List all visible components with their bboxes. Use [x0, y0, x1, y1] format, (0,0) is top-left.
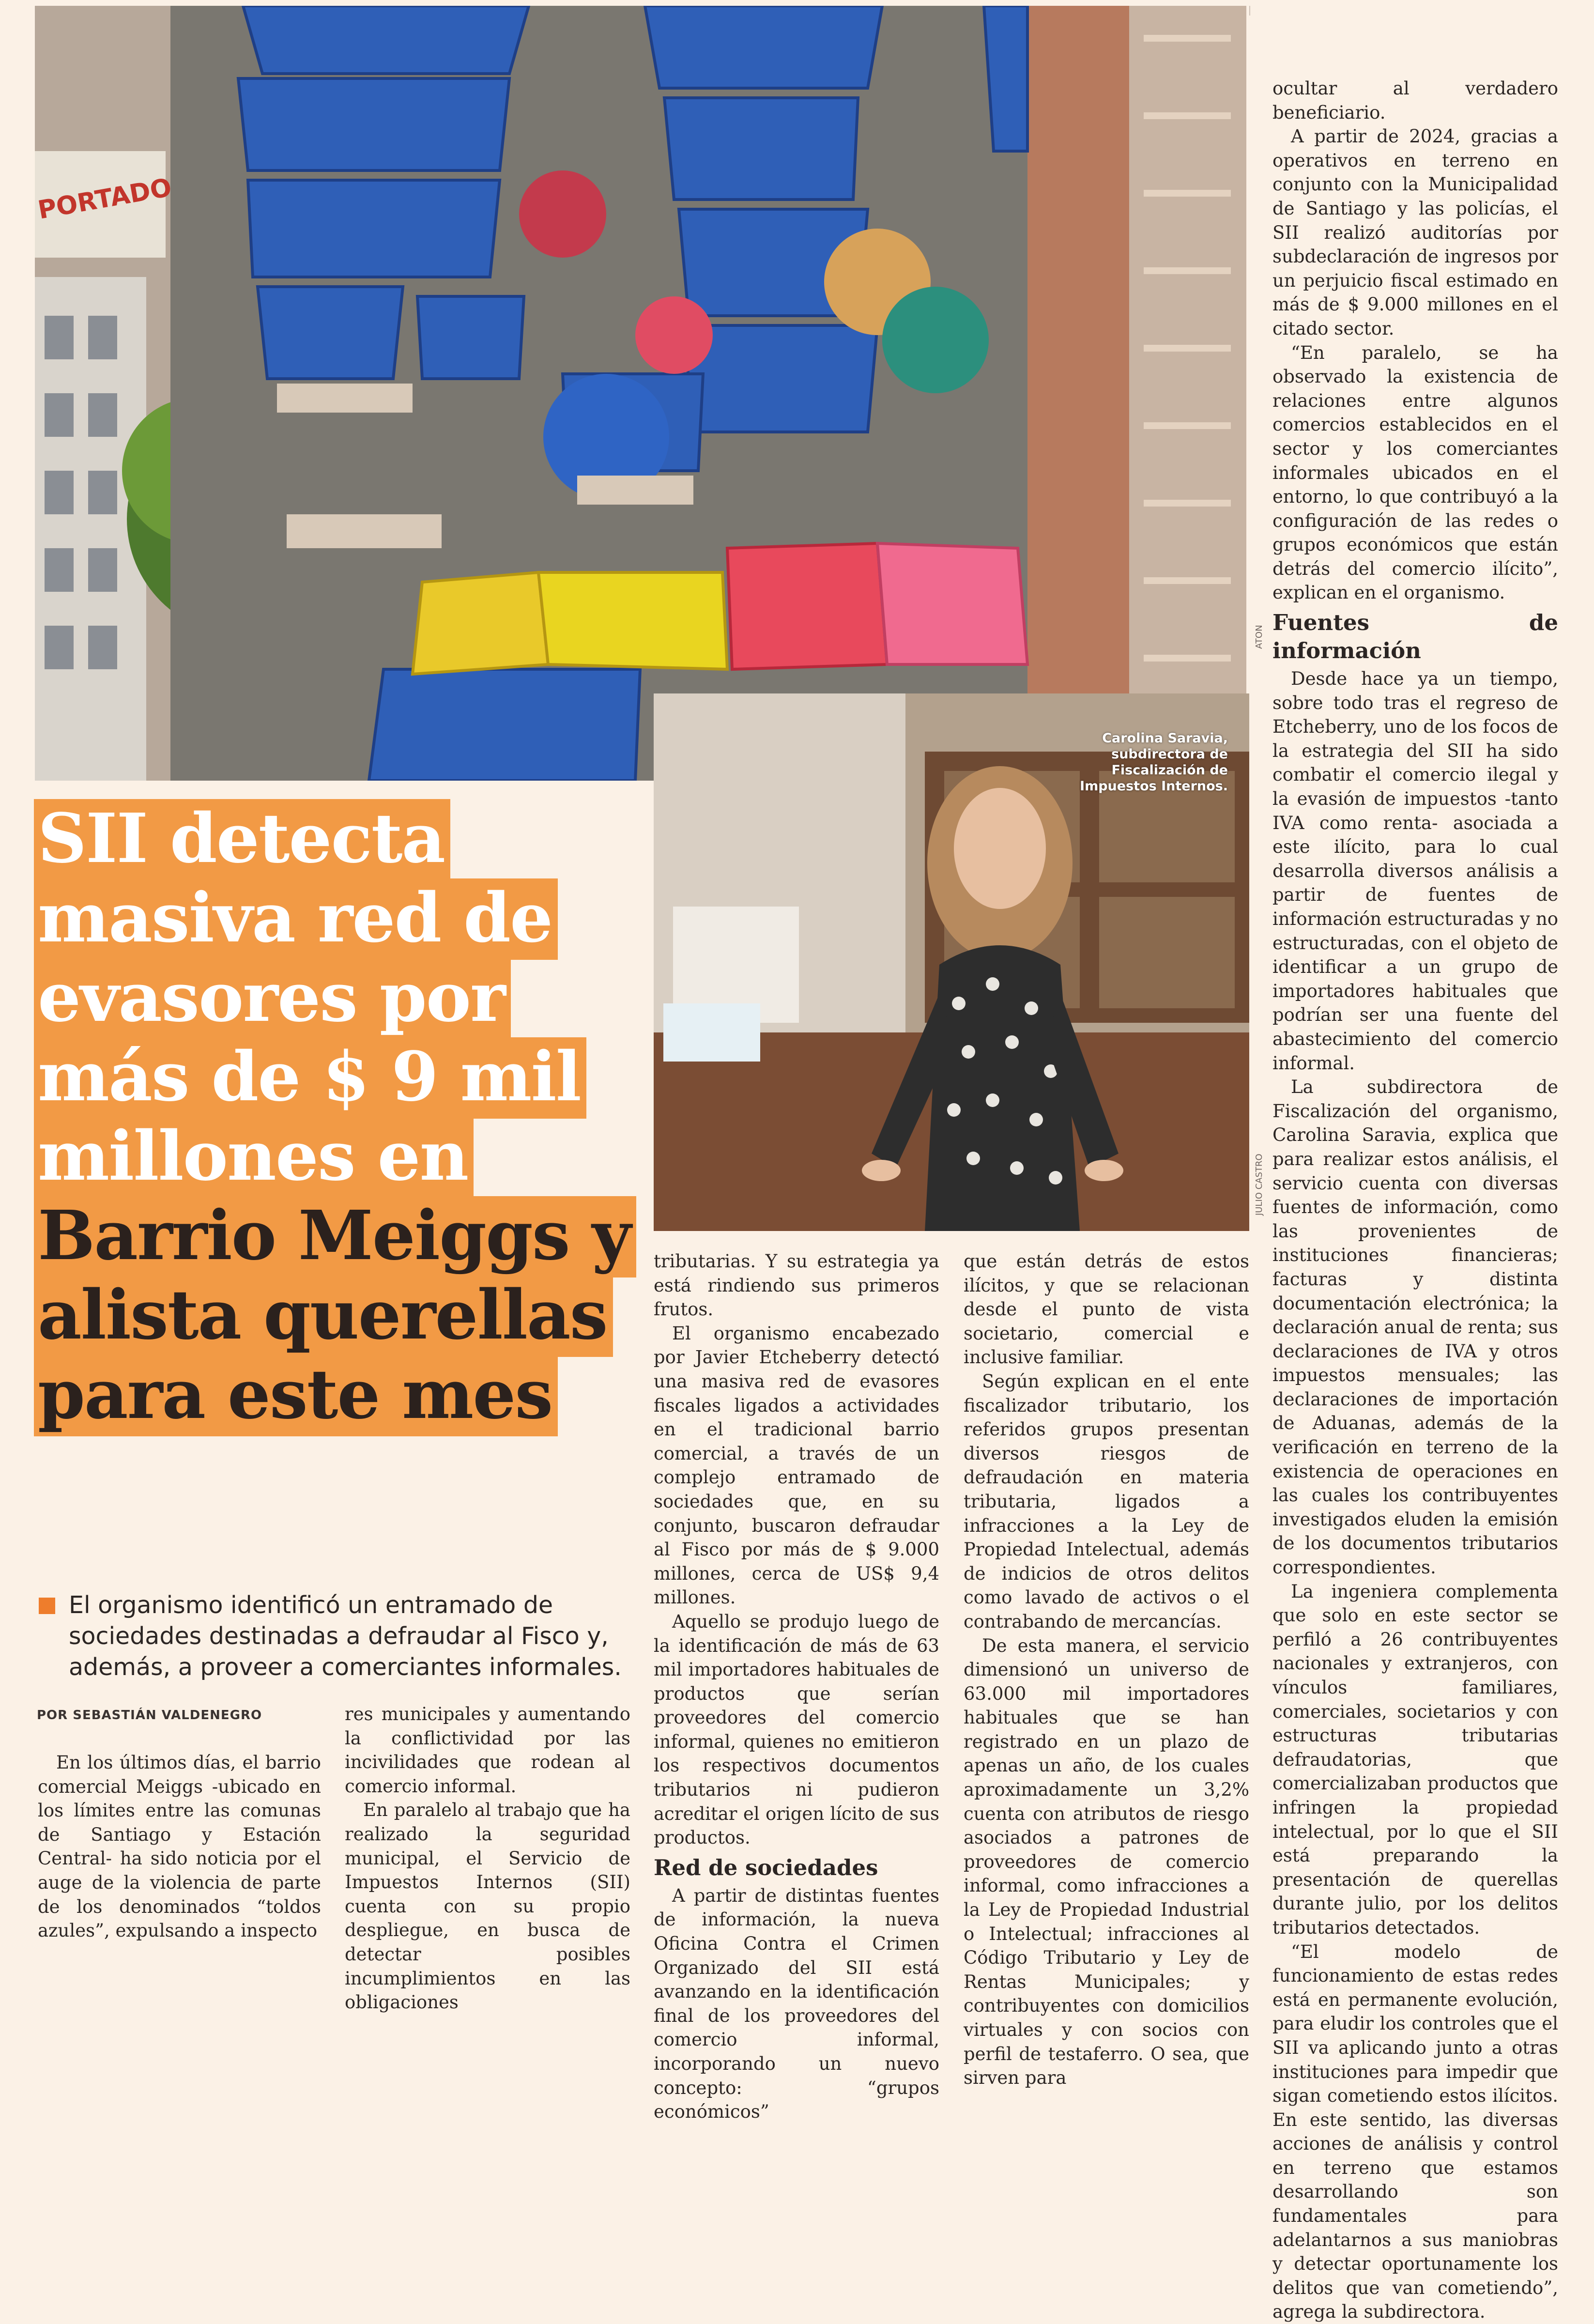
- market-sign: PORTADORES: [35, 163, 228, 225]
- paragraph: “El modelo de funcionamiento de estas redes está en permanente evolución, para eludir los controles que el SII va aplicando junto a otras instituciones para impedir que sigan cometiendo estos ilícitos. En este sentido, las diversas acciones de análisis y control en terreno que estamos desarrollando son fundamentales para adelantarnos a sus maniobras y detectar oportunamente los delitos que van cometiendo”, agrega la subdirectora.: [1272, 1941, 1558, 2323]
- paragraph: ocultar al verdadero beneficiario.: [1272, 78, 1558, 123]
- column-rule: [1249, 6, 1250, 15]
- paragraph: Según explican en el ente fiscalizador tributario, los referidos grupos presentan diversos riesgos de defraudación en materia tributaria, ligados a infracciones a la Ley de Propiedad Intelectual, además de indicios de otros delitos como lavado de activos o el contrabando de mercancías.: [964, 1370, 1249, 1632]
- paragraph: Desde hace ya un tiempo, sobre todo tras el regreso de Etcheberry, uno de los focos de la estrategia del SII ha sido combatir el comercio ilegal y la evasión de impuestos -tanto IVA como renta- asociada a este ilícito, para lo cual desarrolla diversos análisis a partir de fuentes de información estructuradas y no estructuradas, con el objeto de identificar a un grupo de importadores habituales que podrían ser una fuente del abastecimiento del comercio informal.: [1272, 668, 1558, 1074]
- paragraph: De esta manera, el servicio dimensionó un universo de 63.000 mil importadores habituales que se han registrado en un plazo de apenas un año, de los cuales aproximadamente un 3,2% cuenta con atributos de riesgo asociados a patrones de proveedores de comercio informal, como infracciones a la Ley de Propiedad Industrial o Intelectual; infracciones al Código Tributario y Ley de Rentas Municipales; y contribuyentes con domicilios virtuales y con socios con perfil de testaferro. O sea, que sirven para: [964, 1635, 1249, 2089]
- headline-line: más de $ 9 mil: [34, 1037, 586, 1119]
- paragraph: La subdirectora de Fiscalización del organismo, Carolina Saravia, explica que para realizar estos análisis, el servicio cuenta con diversas fuentes de información, como las provenientes de instituciones financieras; facturas y distinta documentación electrónica; la declaración anual de renta; sus declaraciones de IVA y otros impuestos mensuales; las declaraciones de importación de Aduanas, además de la verificación en terreno de la existencia de operaciones en las cuales los contribuyentes investigados eluden la emisión de los documentos tributarios correspondientes.: [1272, 1077, 1558, 1578]
- photo-credit-market: ATON: [1254, 625, 1264, 649]
- paragraph: Aquello se produjo luego de la identificación de más de 63 mil importadores habituales de productos que serían proveedores del comercio informal, quienes no emitieron los respectivos documentos tributarios ni pudieron acreditar el origen lícito de sus productos.: [654, 1611, 939, 1848]
- body-column-1: [38, 1751, 321, 1943]
- market-illustration: [35, 6, 1246, 781]
- paragraph: El organismo encabezado por Javier Etcheberry detectó una masiva red de evasores fiscales ligados a actividades en el tradicional barrio comercial, a través de un complejo entramado de sociedades que, en su conjunto, buscaron defraudar al Fisco por más de $ 9.000 millones, cerca de US$ 9,4 millones.: [654, 1323, 939, 1608]
- portrait-caption: Carolina Saravia, subdirectora de Fiscalización de Impuestos Internos.: [1080, 731, 1228, 794]
- section-heading: Red de sociedades: [654, 1854, 878, 1880]
- byline: POR SEBASTIÁN VALDENEGRO: [37, 1708, 262, 1723]
- body-column-2: [345, 1702, 630, 2015]
- headline-line: Barrio Meiggs y: [34, 1196, 636, 1277]
- paragraph: tributarias. Y su estrategia ya está rindiendo sus primeros frutos.: [654, 1251, 939, 1320]
- paragraph: que están detrás de estos ilícitos, y que se relacionan desde el punto de vista societario, comercial e inclusive familiar.: [964, 1251, 1249, 1368]
- lead-summary: [39, 1590, 634, 1683]
- bullet-square-icon: [39, 1598, 55, 1614]
- headline-line: SII detecta: [34, 799, 450, 880]
- market-photo: [35, 6, 1246, 781]
- body-column-4: [964, 1249, 1249, 2090]
- paragraph: “En paralelo, se ha observado la existencia de relaciones entre algunos comercios establecidos en el sector y los comerciantes informales ubicados en el entorno, lo que contribuyó a la configuración de las redes o grupos económicos que están detrás del comercio ilícito”, explican en el organismo.: [1272, 342, 1558, 603]
- body-column-5: [1272, 77, 1558, 2324]
- headline: [34, 799, 639, 1434]
- headline-line: millones en: [34, 1117, 474, 1198]
- paragraph: En los últimos días, el barrio comercial Meiggs -ubicado en los límites entre las comunas de Santiago y Estación Central- ha sido noticia por el auge de la violencia de parte de los denominados “toldos azules”, expulsando a inspecto: [38, 1752, 321, 1941]
- paragraph: En paralelo al trabajo que ha realizado la seguridad municipal, el Servicio de Impuestos Internos (SII) cuenta con su propio despliegue, en busca de detectar posibles incumplimientos en las obligaciones: [345, 1800, 630, 2013]
- headline-line: para este mes: [34, 1355, 558, 1436]
- headline-line: masiva red de: [34, 878, 558, 960]
- lead-text: El organismo identificó un entramado de sociedades destinadas a defraudar al Fisco y, además, a proveer a comerciantes informales.: [69, 1591, 622, 1681]
- headline-line: alista querellas: [34, 1276, 613, 1357]
- headline-line: evasores por: [34, 958, 511, 1039]
- paragraph: res municipales y aumentando la conflictividad por las incivilidades que rodean al comercio informal.: [345, 1704, 630, 1797]
- photo-credit-portrait: JULIO CASTRO: [1254, 1154, 1264, 1216]
- section-heading: Fuentes de información: [1272, 610, 1558, 664]
- paragraph: A partir de distintas fuentes de información, la nueva Oficina Contra el Crimen Organizado del SII está avanzando en la identificación final de los proveedores del comercio informal, incorporando un nuevo concepto: “grupos económicos”: [654, 1885, 939, 2123]
- paragraph: A partir de 2024, gracias a operativos en terreno en conjunto con la Municipalidad de Santiago y las policías, el SII realizó auditorías por subdeclaración de ingresos por un perjuicio fiscal estimado en más de $ 9.000 millones en el citado sector.: [1272, 126, 1558, 339]
- body-column-3: [654, 1249, 939, 2124]
- paragraph: La ingeniera complementa que solo en este sector se perfiló a 26 contribuyentes nacionales y extranjeros, con vínculos familiares, comerciales, societarios y con estructuras tributarias defraudatorias, que comercializaban productos que infringen la propiedad intelectual, por lo que el SII está preparando la presentación de querellas durante julio, por los delitos tributarios detectados.: [1272, 1581, 1558, 1938]
